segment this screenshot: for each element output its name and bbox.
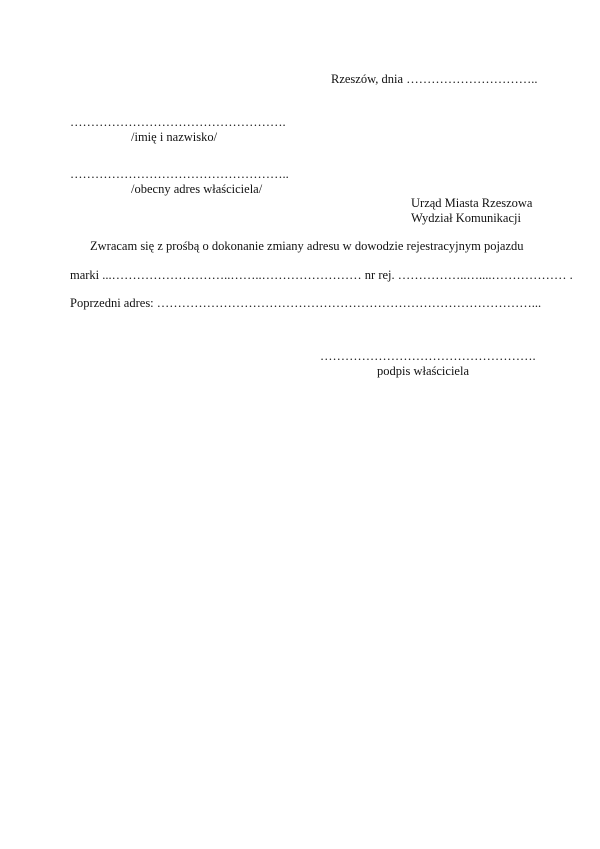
recipient-line-1: Urząd Miasta Rzeszowa	[411, 196, 533, 210]
vehicle-make-registration-line: marki ...………………………..……..…………………… nr rej. ……………..…....……………… .	[70, 268, 573, 282]
signature-dots: …………………………………………….	[320, 349, 536, 363]
recipient-line-2: Wydział Komunikacji	[411, 211, 521, 225]
signature-caption: podpis właściciela	[377, 364, 469, 378]
request-text: Zwracam się z prośbą o dokonanie zmiany adresu w dowodzie rejestracyjnym pojazdu	[90, 239, 524, 253]
date-line: Rzeszów, dnia …………………………..	[331, 72, 538, 86]
previous-address-line: Poprzedni adres: ………………………………………………………………………………...	[70, 296, 542, 310]
name-dots: …………………………………………….	[70, 115, 286, 129]
address-dots: ……………………………………………..	[70, 167, 289, 181]
name-caption: /imię i nazwisko/	[131, 130, 218, 144]
address-caption: /obecny adres właściciela/	[131, 182, 263, 196]
